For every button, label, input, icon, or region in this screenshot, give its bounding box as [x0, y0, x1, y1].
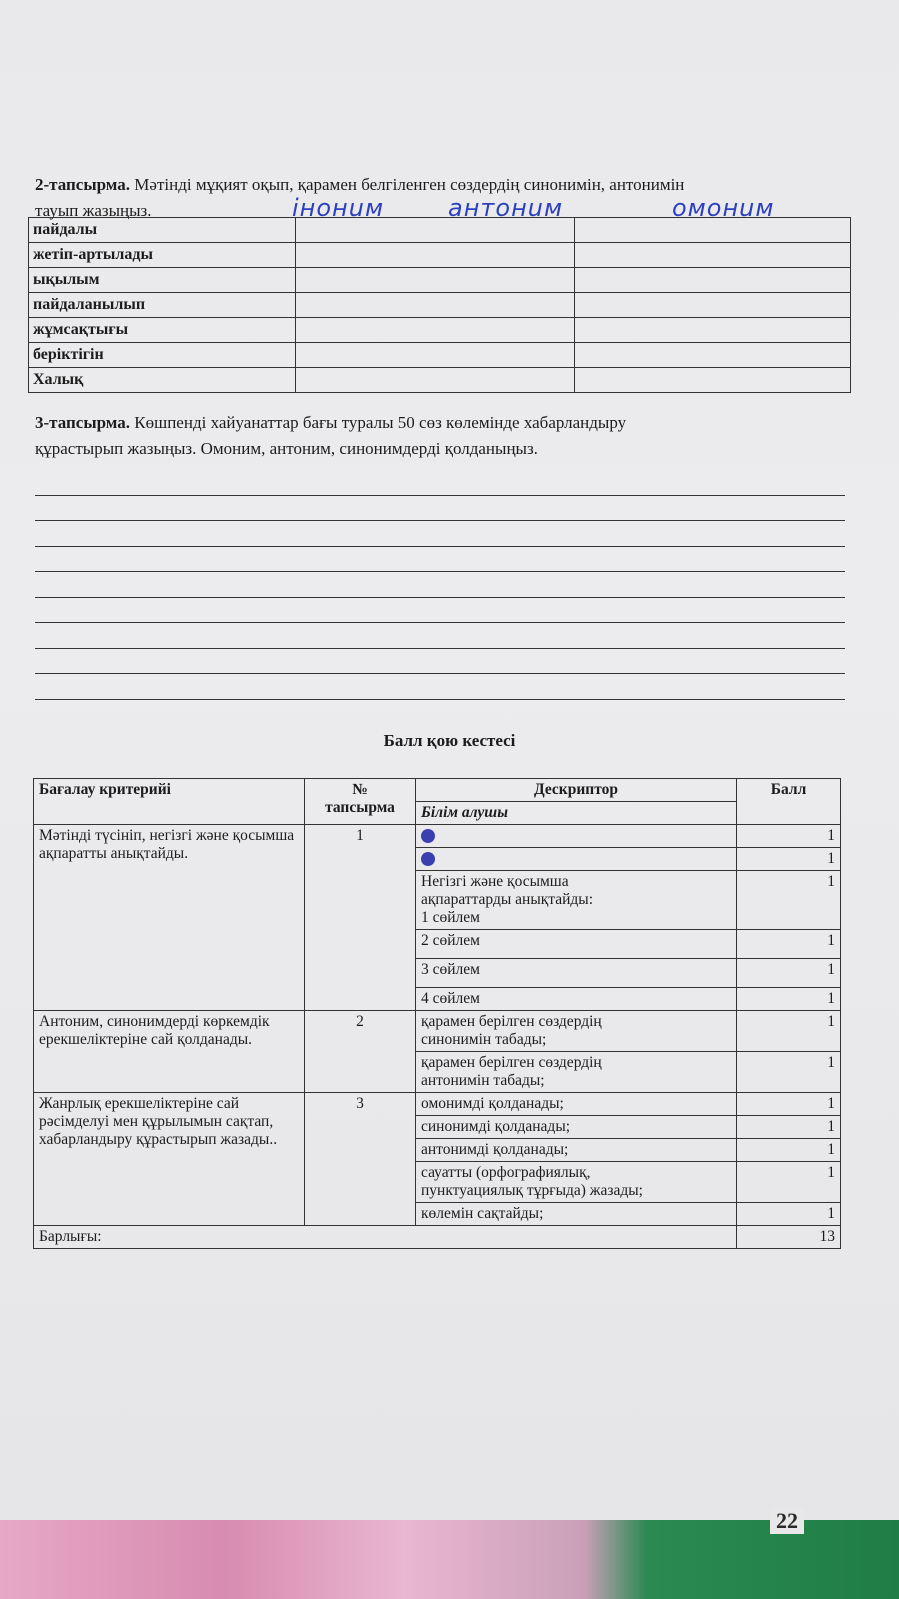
- task-number-cell: 3: [305, 1093, 416, 1226]
- synonym-answer-cell[interactable]: [296, 268, 575, 293]
- task-number-cell: 1: [305, 825, 416, 1011]
- task-number-symbol: №: [352, 781, 368, 798]
- answer-line[interactable]: [35, 623, 845, 649]
- score-cell: 1: [737, 871, 841, 930]
- antonym-answer-cell[interactable]: [575, 268, 851, 293]
- task-number-label: тапсырма: [325, 799, 395, 816]
- task2-heading: 2-тапсырма.: [35, 175, 131, 194]
- answer-line[interactable]: [35, 674, 845, 700]
- criteria-header: Бағалау критерийі: [34, 779, 305, 825]
- descriptor-text: Негізгі және қосымша: [421, 873, 569, 890]
- score-cell: 1: [737, 959, 841, 988]
- answer-line[interactable]: [35, 649, 845, 675]
- score-cell: 1: [737, 1139, 841, 1162]
- table-row: [29, 268, 851, 293]
- descriptor-cell: 3 сөйлем: [416, 959, 737, 988]
- descriptor-text: 1 сөйлем: [421, 909, 480, 926]
- word-cell: жетіп-артылады: [29, 243, 296, 268]
- descriptor-text: қарамен берілген сөздердің: [421, 1013, 602, 1030]
- descriptor-cell: [416, 825, 737, 848]
- total-row: [34, 1226, 841, 1249]
- score-cell: 1: [737, 1093, 841, 1116]
- task3-instruction: [35, 410, 855, 436]
- word-cell: пайдалы: [29, 218, 296, 243]
- task3-instruction-line1: Көшпенді хайуанаттар бағы туралы 50 сөз көлемінде хабарландыру: [134, 413, 627, 432]
- ink-dot-icon: [421, 829, 435, 843]
- score-header: Балл: [737, 779, 841, 825]
- synonym-answer-cell[interactable]: [296, 368, 575, 393]
- antonym-answer-cell[interactable]: [575, 343, 851, 368]
- background-fabric: [0, 1520, 899, 1599]
- descriptor-cell: көлемін сақтайды;: [416, 1203, 737, 1226]
- synonym-answer-cell[interactable]: [296, 318, 575, 343]
- answer-line[interactable]: [35, 496, 845, 522]
- score-cell: 1: [737, 848, 841, 871]
- ink-dot-icon: [421, 852, 435, 866]
- answer-line[interactable]: [35, 547, 845, 573]
- word-cell: беріктігін: [29, 343, 296, 368]
- criterion-cell: Мәтінді түсініп, негізгі және қосымша ақпаратты анықтайды.: [34, 825, 305, 1011]
- table-row: [29, 218, 851, 243]
- handwritten-synonym-header: iнонuм: [292, 194, 385, 222]
- table-row: [29, 318, 851, 343]
- antonym-answer-cell[interactable]: [575, 368, 851, 393]
- task3-answer-lines[interactable]: [35, 470, 845, 700]
- word-cell: ықылым: [29, 268, 296, 293]
- descriptor-text: сауатты (орфографиялық,: [421, 1164, 591, 1181]
- task-number-cell: 2: [305, 1011, 416, 1093]
- score-table-title: Балл қою кестесі: [383, 731, 516, 750]
- descriptor-cell: синонимді қолданады;: [416, 1116, 737, 1139]
- answer-line[interactable]: [35, 470, 845, 496]
- task3-heading: 3-тапсырма.: [35, 413, 131, 432]
- descriptor-cell: омонимді қолданады;: [416, 1093, 737, 1116]
- task3-instruction-line2: құрастырып жазыңыз. Омоним, антоним, синонимдерді қолданыңыз.: [35, 439, 538, 458]
- word-cell: пайдаланылып: [29, 293, 296, 318]
- descriptor-text: ақпараттарды анықтайды:: [421, 891, 594, 908]
- word-cell: Халық: [29, 368, 296, 393]
- total-value: 13: [737, 1226, 841, 1249]
- descriptor-cell: [416, 848, 737, 871]
- score-cell: 1: [737, 1011, 841, 1052]
- antonym-answer-cell[interactable]: [575, 218, 851, 243]
- table-row: [29, 343, 851, 368]
- score-cell: 1: [737, 1162, 841, 1203]
- table-row: [34, 1093, 841, 1116]
- table-row: [29, 368, 851, 393]
- score-cell: 1: [737, 930, 841, 959]
- handwritten-homonym-header: омонuм: [672, 194, 775, 222]
- table-header-row: [34, 779, 841, 802]
- score-cell: 1: [737, 1116, 841, 1139]
- task2-word-table: [28, 217, 851, 393]
- descriptor-text: пунктуациялық тұрғыда) жазады;: [421, 1182, 643, 1199]
- total-label: Барлығы:: [34, 1226, 737, 1249]
- table-row: [34, 1011, 841, 1052]
- antonym-answer-cell[interactable]: [575, 293, 851, 318]
- learner-header: Білім алушы: [416, 802, 737, 825]
- score-cell: 1: [737, 825, 841, 848]
- table-row: [34, 825, 841, 848]
- table-row: [29, 243, 851, 268]
- word-cell: жұмсақтығы: [29, 318, 296, 343]
- answer-line[interactable]: [35, 572, 845, 598]
- descriptor-text: қарамен берілген сөздердің: [421, 1054, 602, 1071]
- synonym-answer-cell[interactable]: [296, 343, 575, 368]
- descriptor-cell: антонимді қолданады;: [416, 1139, 737, 1162]
- score-cell: 1: [737, 1052, 841, 1093]
- table-row: [29, 293, 851, 318]
- criterion-cell: Антоним, синонимдерді көркемдік ерекшеліктеріне сай қолданады.: [34, 1011, 305, 1093]
- descriptor-cell: [416, 1011, 737, 1052]
- descriptor-cell: 2 сөйлем: [416, 930, 737, 959]
- antonym-answer-cell[interactable]: [575, 318, 851, 343]
- answer-line[interactable]: [35, 521, 845, 547]
- descriptor-cell: [416, 1052, 737, 1093]
- descriptor-text: антонимін табады;: [421, 1072, 545, 1089]
- descriptor-cell: [416, 1162, 737, 1203]
- task-number-header: [305, 779, 416, 825]
- score-table: [33, 778, 841, 1249]
- task2-instruction-line2: тауып жазыңыз.: [35, 201, 152, 220]
- handwritten-antonym-header: антонuм: [448, 194, 564, 222]
- descriptor-cell: [416, 871, 737, 930]
- synonym-answer-cell[interactable]: [296, 293, 575, 318]
- criterion-cell: Жанрлық ерекшеліктеріне сай рәсімделуі мен құрылымын сақтап, хабарландыру құрастырып жазады..: [34, 1093, 305, 1226]
- antonym-answer-cell[interactable]: [575, 243, 851, 268]
- page-number: 22: [770, 1508, 804, 1534]
- answer-line[interactable]: [35, 598, 845, 624]
- task2-instruction-line1: Мәтінді мұқият оқып, қарамен белгіленген сөздердің синонимін, антонимін: [134, 175, 685, 194]
- score-cell: 1: [737, 988, 841, 1011]
- synonym-answer-cell[interactable]: [296, 218, 575, 243]
- score-cell: 1: [737, 1203, 841, 1226]
- descriptor-cell: 4 сөйлем: [416, 988, 737, 1011]
- descriptor-text: синонимін табады;: [421, 1031, 547, 1048]
- descriptor-header: Дескриптор: [416, 779, 737, 802]
- synonym-answer-cell[interactable]: [296, 243, 575, 268]
